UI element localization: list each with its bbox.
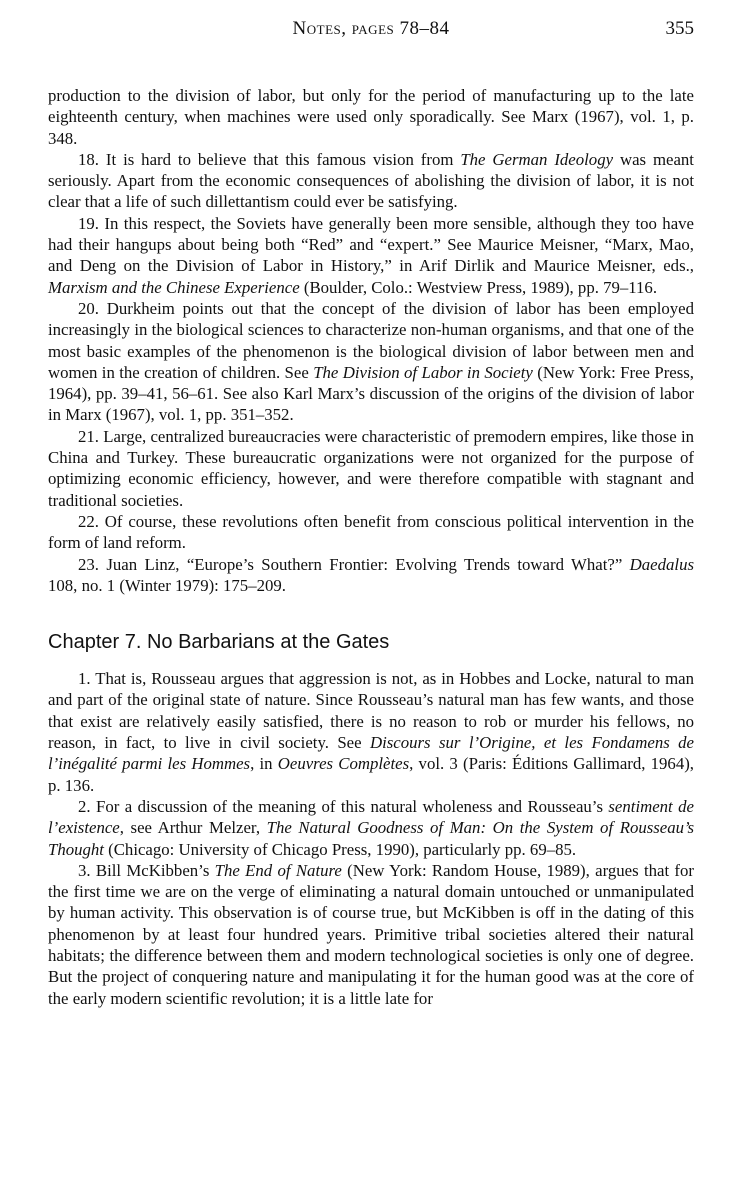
- running-title-rest: otes, pages 78–84: [306, 18, 450, 39]
- endnote-text: 18. It is hard to believe that this famous vision from: [78, 149, 461, 169]
- endnote-text: 2. For a discussion of the meaning of this natural wholeness and Rousseau’s: [78, 796, 609, 816]
- book-page: [48, 14, 694, 1009]
- endnote-paragraph: [48, 554, 694, 597]
- endnote-text: (New York: Free Press, 1964), pp. 39–41, 56–61. See also Karl Marx’s discussion of the origins of the division of labor in Marx (1967), vol. 1, pp. 351–352.: [48, 362, 694, 425]
- endnote-paragraph: [48, 426, 694, 511]
- endnote-paragraph: [48, 511, 694, 554]
- endnote-text: was meant seriously. Apart from the economic consequences of abolishing the division of labor, it is not clear that a life of such dillettantism could ever be satisfying.: [48, 149, 694, 212]
- endnote-italic-title: Daedalus: [629, 554, 694, 574]
- endnote-text: , vol. 3 (Paris: Éditions Gallimard, 1964), p. 136.: [48, 754, 694, 795]
- endnote-text: (Boulder, Colo.: Westview Press, 1989), pp. 79–116.: [299, 277, 658, 297]
- endnote-italic-title: Oeuvres Complètes: [277, 754, 410, 774]
- endnotes-body: [48, 85, 694, 1009]
- endnotes-chapter-7: [48, 668, 694, 1009]
- endnote-text: (Chicago: University of Chicago Press, 1990), particularly pp. 69–85.: [103, 839, 577, 859]
- endnotes-chapter-6: [48, 85, 694, 596]
- endnote-text: 19. In this respect, the Soviets have generally been more sensible, although they too have had their hangups about being both “Red” and “expert.” See Maurice Meisner, “Marx, Mao, and Deng on the Division of Labor in History,” in Arif Dirlik and Maurice Meisner, eds.,: [48, 213, 694, 276]
- endnote-text: 20. Durkheim points out that the concept of the division of labor has been employed increasingly in the biological sciences to characterize non-human organisms, and that one of the most basic examples of the phenomenon is the biological division of labor between men and women in the creation of children. See: [48, 298, 694, 382]
- endnote-text: 108, no. 1 (Winter 1979): 175–209.: [48, 575, 286, 595]
- endnote-text: , see Arthur Melzer,: [119, 818, 267, 838]
- endnote-text: 1. That is, Rousseau argues that aggression is not, as in Hobbes and Locke, natural to man and part of the original state of nature. Since Rousseau’s natural man has few wants, and those that exist are relatively easily satisfied, there is no reason to rob or murder his fellows, no reason, in fact, to live in civil society. See: [48, 669, 694, 753]
- endnote-text: 23. Juan Linz, “Europe’s Southern Frontier: Evolving Trends toward What?”: [78, 554, 630, 574]
- chapter-heading: Chapter 7. No Barbarians at the Gates: [48, 631, 390, 654]
- running-title: [48, 14, 694, 44]
- endnote-text: (New York: Random House, 1989), argues that for the first time we are on the verge of eliminating a natural domain untouched or unmanipulated by human activity. This observation is of course true, but McKibben is off in the dating of this phenomenon by at least four hundred years. Primitive tribal societies altered their natural habitats; the difference between them and modern technological societies is only one of degree. But the project of conquering nature and manipulating it for the human good was at the core of the early modern scientific revolution; it is a little late for: [48, 860, 694, 1008]
- endnote-italic-title: Discours sur l’Origine, et les Fondamens de l’inégalité parmi les Hommes: [48, 733, 694, 774]
- endnote-paragraph: [48, 668, 694, 796]
- endnote-paragraph: [48, 860, 694, 1009]
- endnote-paragraph: [48, 85, 694, 149]
- page-number: 355: [665, 18, 694, 39]
- endnote-paragraph: [48, 298, 694, 426]
- endnote-text: 22. Of course, these revolutions often benefit from conscious political intervention in the form of land reform.: [48, 511, 694, 553]
- endnote-italic-title: The End of Nature: [214, 860, 342, 880]
- endnote-paragraph: [48, 213, 694, 298]
- endnote-text: production to the division of labor, but only for the period of manufacturing up to the late eighteenth century, when machines were used only sporadically. See Marx (1967), vol. 1, p. 348.: [48, 86, 694, 148]
- endnote-italic-title: The German Ideology: [460, 149, 614, 169]
- endnote-paragraph: [48, 796, 694, 860]
- endnote-italic-title: The Natural Goodness of Man: On the System of Rousseau’s Thought: [48, 818, 694, 859]
- endnote-italic-title: The Division of Labor in Society: [313, 362, 533, 382]
- running-header: [48, 14, 694, 44]
- endnote-italic-title: Marxism and the Chinese Experience: [48, 277, 300, 297]
- running-title-initial: N: [292, 18, 307, 39]
- endnote-text: 21. Large, centralized bureaucracies were characteristic of premodern empires, like those in China and Turkey. These bureaucratic organizations were not organized for the purpose of optimizing economic efficiency, however, and were therefore compatible with stagnant and traditional societies.: [48, 426, 694, 510]
- endnote-text: , in: [250, 754, 278, 774]
- endnote-text: 3. Bill McKibben’s: [78, 860, 215, 880]
- endnote-italic-title: sentiment de l’existence: [48, 796, 694, 838]
- endnote-paragraph: [48, 149, 694, 213]
